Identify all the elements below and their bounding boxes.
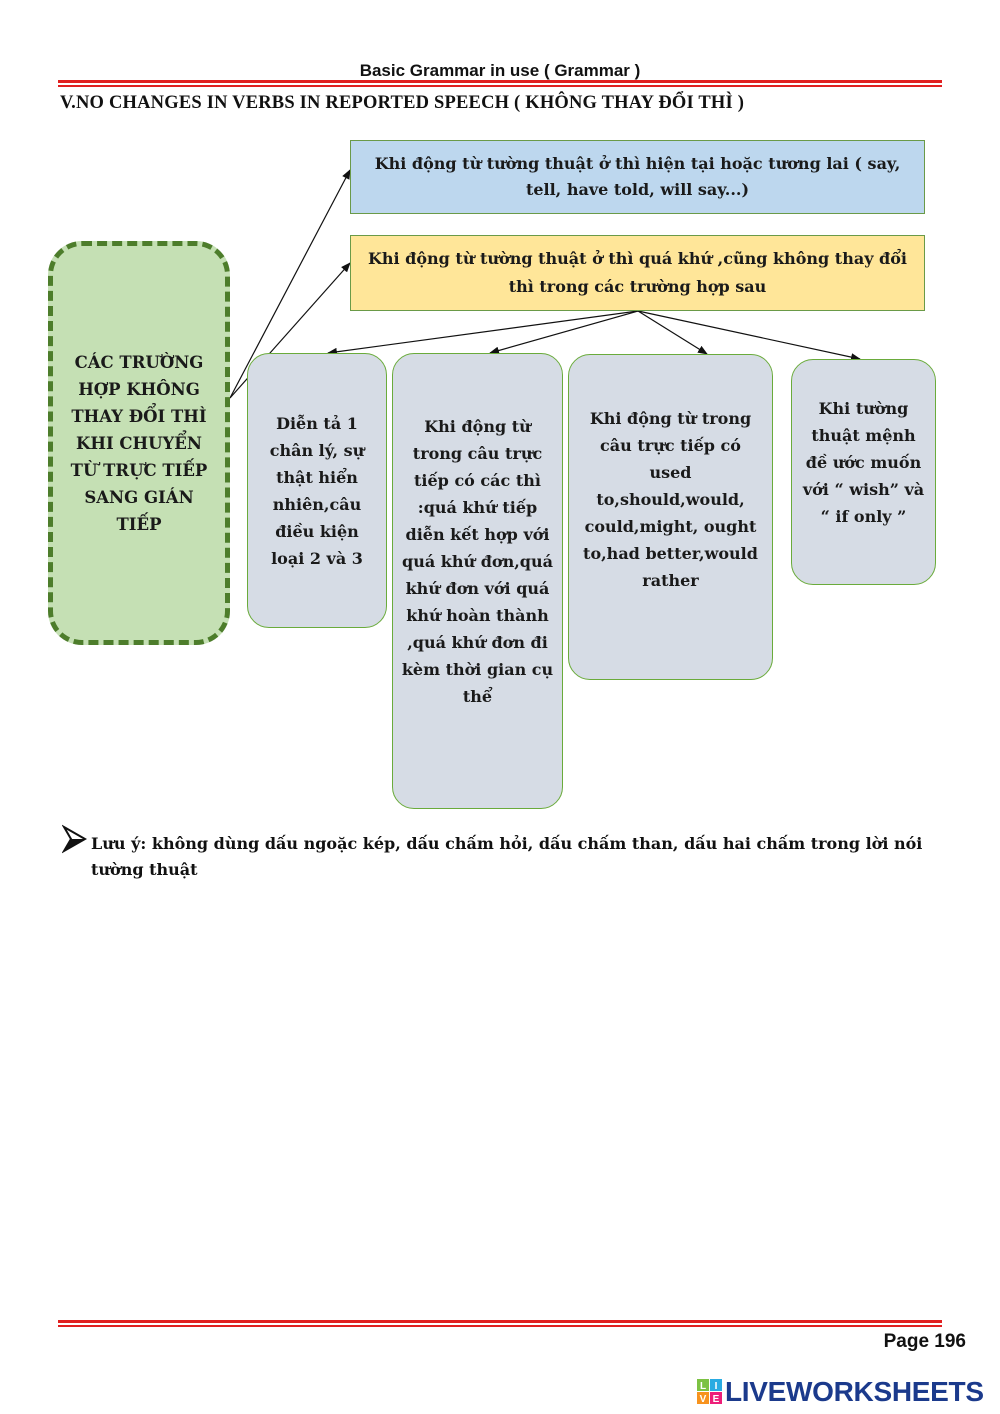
case-text: Khi tường thuật mệnh đề ước muốn với “ wish” và “ if only ”: [802, 398, 925, 526]
section-title: V.NO CHANGES IN VERBS IN REPORTED SPEECH ( KHÔNG THAY ĐỔI THÌ ): [60, 93, 745, 113]
case-text: Khi động từ trong câu trực tiếp có các thì :quá khứ tiếp diễn kết hợp với quá khứ đơn,quá khứ đơn với quá khứ hoàn thành ,quá khứ đơn đi kèm thời gian cụ thể: [401, 416, 554, 706]
main-concept-box: [48, 241, 230, 645]
case-box-truth: [247, 353, 387, 628]
note-text: Lưu ý: không dùng dấu ngoặc kép, dấu chấm hỏi, dấu chấm than, dấu hai chấm trong lời nói tường thuật: [91, 834, 923, 879]
logo-letter-i: I: [714, 1381, 718, 1392]
footer-rule: [58, 1320, 942, 1327]
arrow-to-case-3: [638, 311, 707, 354]
arrow-to-case-2: [490, 311, 638, 353]
main-concept-text: CÁC TRƯỜNG HỢP KHÔNG THAY ĐỔI THÌ KHI CHUYỂN TỪ TRỰC TIẾP SANG GIÁN TIẾP: [70, 352, 208, 534]
brand-name: LIVEWORKSHEETS: [725, 1376, 984, 1407]
case-box-wish: [791, 359, 936, 585]
header-title: Basic Grammar in use ( Grammar ): [359, 61, 641, 80]
present-future-box: [350, 140, 925, 214]
logo-letter-e: E: [712, 1394, 720, 1405]
past-text: Khi động từ tường thuật ở thì quá khứ ,cũng không thay đổi thì trong các trường hợp sau: [367, 249, 907, 296]
case-text: Khi động từ trong câu trực tiếp có used to,should,would, could,might, ought to,had better,would rather: [583, 408, 758, 590]
brand-logo[interactable]: [697, 1376, 984, 1408]
past-box: [350, 235, 925, 311]
arrow-to-case-1: [328, 311, 638, 353]
case-box-modals: [568, 354, 773, 680]
note-arrow-icon: [62, 824, 88, 854]
logo-letter-v: V: [699, 1394, 707, 1405]
case-text: Diễn tả 1 chân lý, sự thật hiển nhiên,câu điều kiện loại 2 và 3: [269, 413, 365, 568]
logo-letter-l: L: [699, 1381, 707, 1392]
arrow-to-case-4: [638, 311, 860, 359]
present-future-text: Khi động từ tường thuật ở thì hiện tại hoặc tương lai ( say, tell, have told, will say...): [374, 154, 901, 199]
page-number: Page 196: [883, 1331, 966, 1352]
case-box-past-tenses: [392, 353, 563, 809]
liveworksheets-logo-icon: [697, 1379, 723, 1405]
